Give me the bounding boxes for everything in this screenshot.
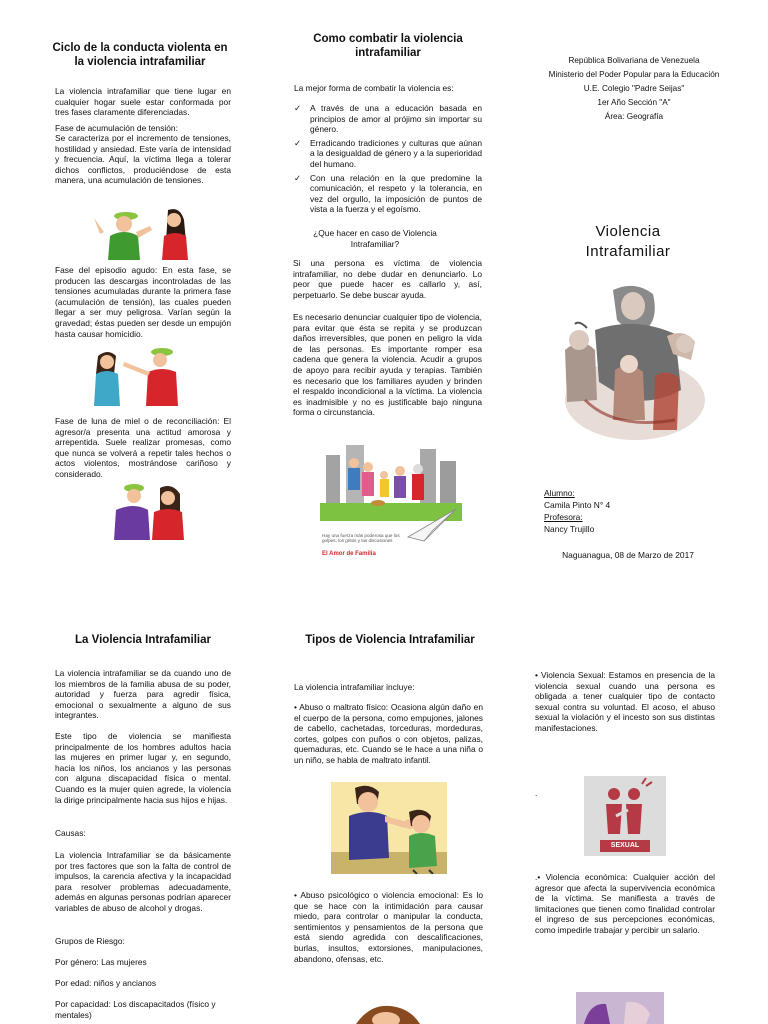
causas-label: Causas: — [55, 828, 86, 838]
school-header-line5: Área: Geografía — [604, 112, 664, 121]
cover-title-line1: Violencia — [595, 223, 661, 240]
list-item: ✓ Erradicando tradiciones y culturas que aúnan a la desigualdad de género y a la superioridad del humano. — [294, 137, 482, 169]
poster-caption-title: El Amor de Familia — [322, 551, 376, 557]
partial-bottom-image — [350, 1004, 422, 1024]
school-header-line1: República Bolivariana de Venezuela — [568, 56, 700, 65]
profesora-name: Nancy Trujillo — [544, 524, 595, 535]
grupos-label: Grupos de Riesgo: — [55, 936, 125, 946]
grupo-capacidad: Por capacidad: Los discapacitados (físico y mentales) — [55, 999, 216, 1020]
what-to-do-para1: Si una persona es víctima de violencia intrafamiliar, no debe dudar en denunciarlo. Lo peor que puede hacer es callarlo y, así, perpetuarlo. Se debe buscar ayuda. — [293, 258, 482, 300]
check-mark-icon: ✓ — [294, 137, 302, 148]
types-title: Tipos de Violencia Intrafamiliar — [305, 634, 475, 646]
school-header-line4: 1er Año Sección "A" — [597, 98, 671, 107]
phase1-title: Fase de acumulación de tensión: — [55, 123, 178, 133]
list-item: ✓ A través de una a educación basada en principios de amor al prójimo sin importar su género. — [294, 103, 482, 135]
intra-p2: Este tipo de violencia se manifiesta principalmente de los hombres adultos hacia las mujeres en primer lugar y, en segundo, hacia los niños, los ancianos y las personas con alguna discapacidad física o mental. Cuando es la mujer quien agrede, la violencia la dirige principalmente hacia sus hijos e hijas. — [55, 731, 231, 805]
intra-title: La Violencia Intrafamiliar — [75, 634, 211, 646]
profesora-label: Profesora: — [544, 512, 583, 523]
partial-bottom-image-2 — [576, 992, 664, 1024]
school-header-line3: U.E. Colegio "Padre Seijas" — [583, 84, 685, 93]
intra-p1: La violencia intrafamiliar se da cuando uno de los miembros de la familia abusa de su poder, autoridad y fuerza para agredir física, emocional o sexualmente a alguno de sus integrantes. — [55, 668, 231, 721]
combat-title: Como combatir la violencia intrafamiliar — [313, 33, 463, 59]
cartoon-argument-illustration — [90, 202, 195, 260]
types-intro: La violencia intrafamiliar incluye: — [294, 682, 415, 692]
phase3-text: Fase de luna de miel o de reconciliación: El agresor/a presenta una actitud amorosa y arrepentida. Suele realizar promesas, como que nunca se volverá a repetir tales hechos o actos violentos, mostrándose cariñoso y considerado. — [55, 416, 231, 479]
alumno-name: Camila Pinto N° 4 — [544, 500, 611, 511]
economic-violence-text: .• Violencia económica: Cualquier acción del agresor que afecta la supervivencia económica de la víctima. Se manifiesta a través de limitaciones que tienen como finalidad controlar el ingreso de sus percepciones económicas, como impedirle trabajar y percibir un salario. — [535, 872, 715, 935]
school-header-line2: Ministerio del Poder Popular para la Educación — [548, 70, 720, 79]
family-violence-sketch — [555, 280, 710, 442]
cover-title-line2: Intrafamiliar — [585, 243, 671, 260]
grupo-genero: Por género: Las mujeres — [55, 957, 147, 967]
cover-date: Naguanagua, 08 de Marzo de 2017 — [562, 550, 694, 561]
sexual-badge: SEXUAL — [600, 840, 650, 852]
combat-intro: La mejor forma de combatir la violencia es: — [294, 83, 454, 93]
alumno-label: Alumno: — [544, 488, 575, 499]
sexual-violence-card — [584, 776, 666, 856]
list-item: ✓ Con una relación en la que predomine la comunicación, el respeto y la tolerancia, en vez del orgullo, la imposición de puntos de vista a la fuerza y el egoísmo. — [294, 172, 482, 215]
phase2-text: Fase del episodio agudo: En esta fase, se producen las descargas incontroladas de las tensiones acumuladas durante la primera fase (acumulación de tensión), las cuales pueden llegar a ser muy peligrosa. Varían según la gravedad; éstas pueden ser desde un empujón hasta causar homicidio. — [55, 265, 231, 339]
family-poster — [320, 437, 462, 563]
what-to-do-heading: ¿Que hacer en caso de Violencia Intrafamiliar? — [313, 228, 437, 249]
physical-abuse-text: • Abuso o maltrato físico: Ocasiona algún daño en el cuerpo de la persona, como empujones, jalones de cabello, cachetadas, torceduras, mordeduras, cortes, golpes con puños o con objetos, palizas, quemaduras, etc. Cuando se le hace a una niña o un niño, se habla de maltrato infantil. — [294, 702, 483, 765]
psychological-abuse-text: • Abuso psicológico o violencia emocional: Es lo que se hace con la intimidación para causar miedo, para controlar o manipular la conducta, sentimientos y pensamientos de la persona que está siendo agredida con descalificaciones, burlas, insultos, extorsiones, manipulaciones, abandono, ofensas, etc. — [294, 890, 483, 964]
combat-list — [294, 103, 482, 218]
what-to-do-para2: Es necesario denunciar cualquier tipo de violencia, para evitar que ésta se repita y se produzcan daños irreversibles, que ponen en peligro la vida de las personas. Es importante romper esa cadena que genera la violencia. Acudir a grupos de apoyo para recibir ayuda y terapias. También es necesario que los familiares ayuden y brinden el respaldo incondicional a la víctima. La violencia es inadmisible y no es justificable bajo ninguna forma o circunstancia. — [293, 312, 482, 418]
cycle-intro: La violencia intrafamiliar que tiene lugar en cualquier hogar suele estar conformada por tres fases claramente diferenciadas. — [55, 86, 231, 118]
cartoon-reconciliation-illustration — [108, 478, 192, 540]
cycle-title: Ciclo de la conducta violenta en la violencia intrafamiliar — [52, 42, 228, 68]
sexual-violence-text: • Violencia Sexual: Estamos en presencia de la violencia sexual cuando una persona es obligada a tener cualquier tipo de contacto sexual contra su voluntad. El acoso, el abuso sexual la violación y el incesto son sus distintas manifestaciones. — [535, 670, 715, 733]
grupo-edad: Por edad: niños y ancianos — [55, 978, 157, 988]
check-mark-icon: ✓ — [294, 172, 302, 183]
check-mark-icon: ✓ — [294, 103, 302, 113]
causas-text: La violencia Intrafamiliar se da básicamente por tres factores que son la falta de control de impulsos, la carencia afectiva y la incapacidad para resolver problemas adecuadamente, además en algunas personas podrían aparecer variables de abuso de alcohol y drogas. — [55, 850, 231, 913]
phase1-text: Se caracteriza por el incremento de tensiones, hostilidad y ansiedad. Este varía de intensidad y frecuencia. Aquí, la víctima llega a tolerar dichos conflictos, produciéndose de esta manera, una acumulación de tensiones. — [55, 133, 231, 186]
physical-abuse-cartoon — [331, 782, 447, 874]
cartoon-pointing-illustration — [92, 344, 192, 406]
poster-caption-small: Hay una fuerza más poderosa que los golpes, los gritos y las discusiones — [322, 533, 400, 544]
stray-dot: . — [535, 788, 538, 798]
